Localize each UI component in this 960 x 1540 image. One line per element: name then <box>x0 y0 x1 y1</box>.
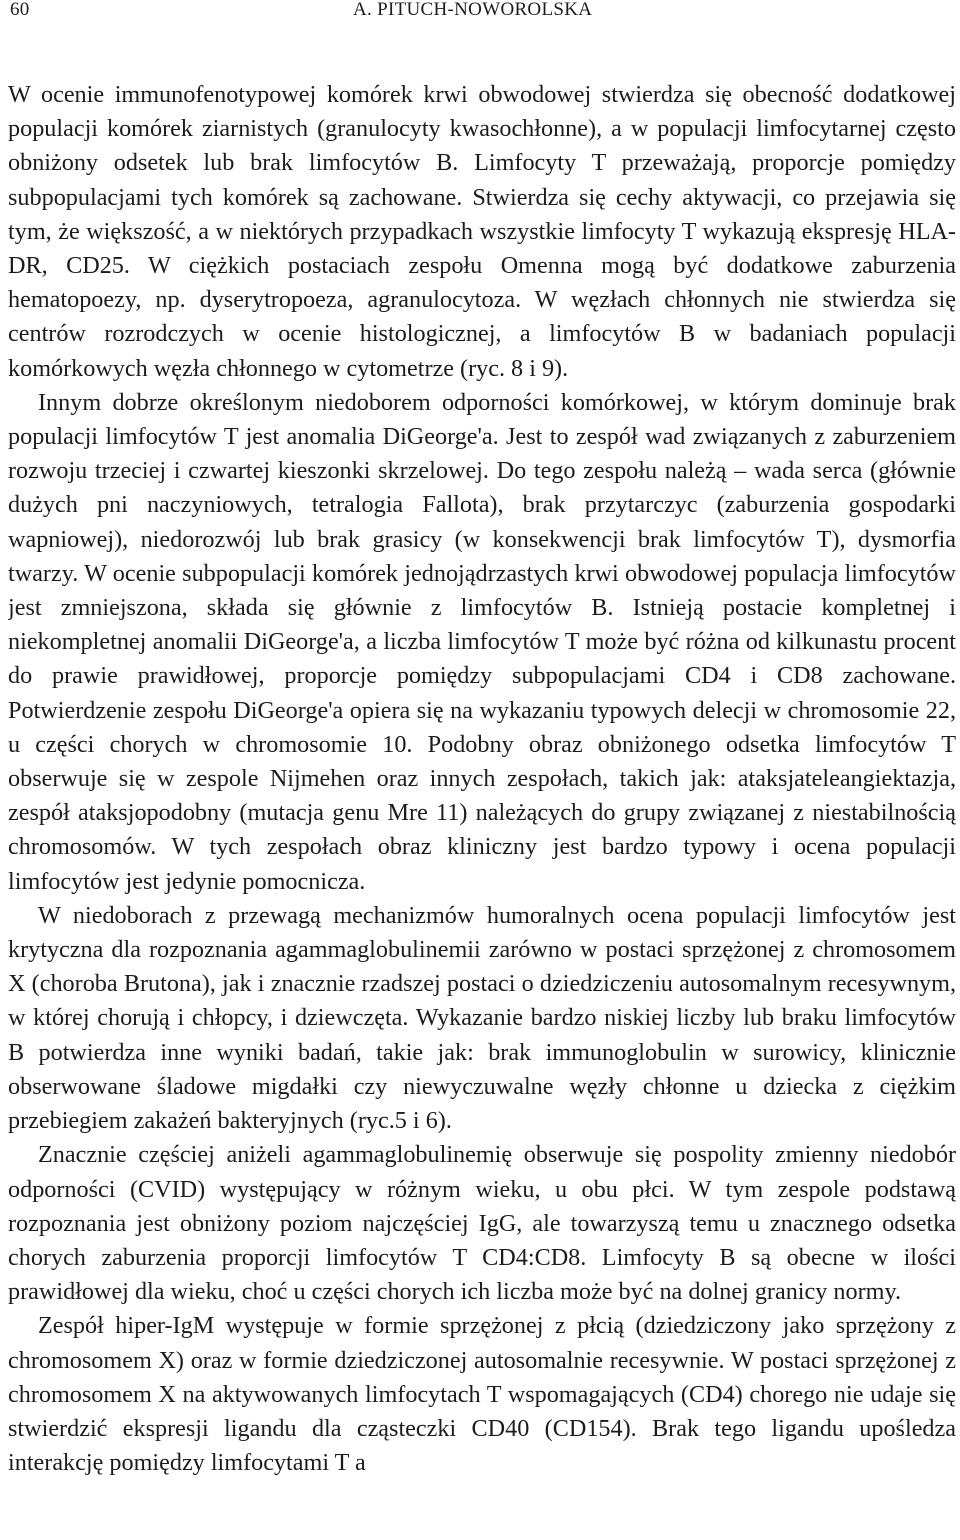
running-head-author: A. PITUCH-NOWOROLSKA <box>353 0 593 20</box>
paragraph: Innym dobrze określonym niedoborem odporności komórkowej, w którym dominuje brak populacji limfocytów T jest anomalia DiGeorge'a. Jest to zespół wad związanych z zaburzeniem rozwoju trzeciej i czwartej kieszonki skrzelowej. Do tego zespołu należą – wada serca (głównie dużych pni naczyniowych, tetralogia Fallota), brak przytarczyc (zaburzenia gospodarki wapniowej), niedorozwój lub brak grasicy (w konsekwencji brak limfocytów T), dysmorfia twarzy. W ocenie subpopulacji komórek jednojądrzastych krwi obwodowej populacja limfocytów jest zmniejszona, składa się głównie z limfocytów B. Istnieją postacie kompletnej i niekompletnej anomalii DiGeorge'a, a liczba limfocytów T może być różna od kilkunastu procent do prawie prawidłowej, proporcje pomiędzy subpopulacjami CD4 i CD8 zachowane. Potwierdzenie zespołu DiGeorge'a opiera się na wykazaniu typowych delecji w chromosomie 22, u części chorych w chromosomie 10. Podobny obraz obniżonego odsetka limfocytów T obserwuje się w zespole Nijmehen oraz innych zespołach, takich jak: ataksjateleangiektazja, zespół ataksjopodobny (mutacja genu Mre 11) należących do grupy związanej z niestabilnością chromosomów. W tych zespołach obraz kliniczny jest bardzo typowy i ocena populacji limfocytów jest jedynie pomocnicza. <box>8 388 956 895</box>
running-head <box>8 0 956 20</box>
paragraph: Znacznie częściej aniżeli agammaglobulinemię obserwuje się pospolity zmienny niedobór odporności (CVID) występujący w różnym wieku, u obu płci. W tym zespole podstawą rozpoznania jest obniżony poziom najczęściej IgG, ale towarzyszą temu u znacznego odsetka chorych zaburzenia proporcji limfocytów T CD4:CD8. Limfocyty B są obecne w ilości prawidłowej dla wieku, choć u części chorych ich liczba może być na dolnej granicy normy. <box>8 1141 956 1306</box>
paragraph: Zespół hiper-IgM występuje w formie sprzężonej z płcią (dziedziczony jako sprzężony z chromosomem X) oraz w formie dziedziczonej autosomalnie recesywnie. W postaci sprzężonej z chromosomem X na aktywowanych limfocytach T wspomagających (CD4) chorego nie udaje się stwierdzić ekspresji ligandu dla cząsteczki CD40 (CD154). Brak tego ligandu upośledza interakcję pomiędzy limfocytami T a <box>8 1312 956 1477</box>
document-page <box>8 0 956 1540</box>
page-number: 60 <box>10 0 30 20</box>
paragraph: W ocenie immunofenotypowej komórek krwi obwodowej stwierdza się obecność dodatkowej populacji komórek ziarnistych (granulocyty kwasochłonne), a w populacji limfocytarnej często obniżony odsetek lub brak limfocytów B. Limfocyty T przeważają, proporcje pomiędzy subpopulacjami tych komórek są zachowane. Stwierdza się cechy aktywacji, co przejawia się tym, że większość, a w niektórych przypadkach wszystkie limfocyty T wykazują ekspresję HLA-DR, CD25. W ciężkich postaciach zespołu Omenna mogą być dodatkowe zaburzenia hematopoezy, np. dyserytropoeza, agranulocytoza. W węzłach chłonnych nie stwierdza się centrów rozrodczych w ocenie histologicznej, a limfocytów B w badaniach populacji komórkowych węzła chłonnego w cytometrze (ryc. 8 i 9). <box>8 81 956 382</box>
paragraph: W niedoborach z przewagą mechanizmów humoralnych ocena populacji limfocytów jest krytyczna dla rozpoznania agammaglobulinemii zarówno w postaci sprzężonej z chromosomem X (choroba Brutona), jak i znacznie rzadszej postaci o dziedziczeniu autosomalnym recesywnym, w której chorują i chłopcy, i dziewczęta. Wykazanie bardzo niskiej liczby lub braku limfocytów B potwierdza inne wyniki badań, takie jak: brak immunoglobulin w surowicy, klinicznie obserwowane śladowe migdałki czy niewyczuwalne węzły chłonne u dziecka z ciężkim przebiegiem zakażeń bakteryjnych (ryc.5 i 6). <box>8 901 956 1135</box>
body-text <box>8 78 956 1480</box>
